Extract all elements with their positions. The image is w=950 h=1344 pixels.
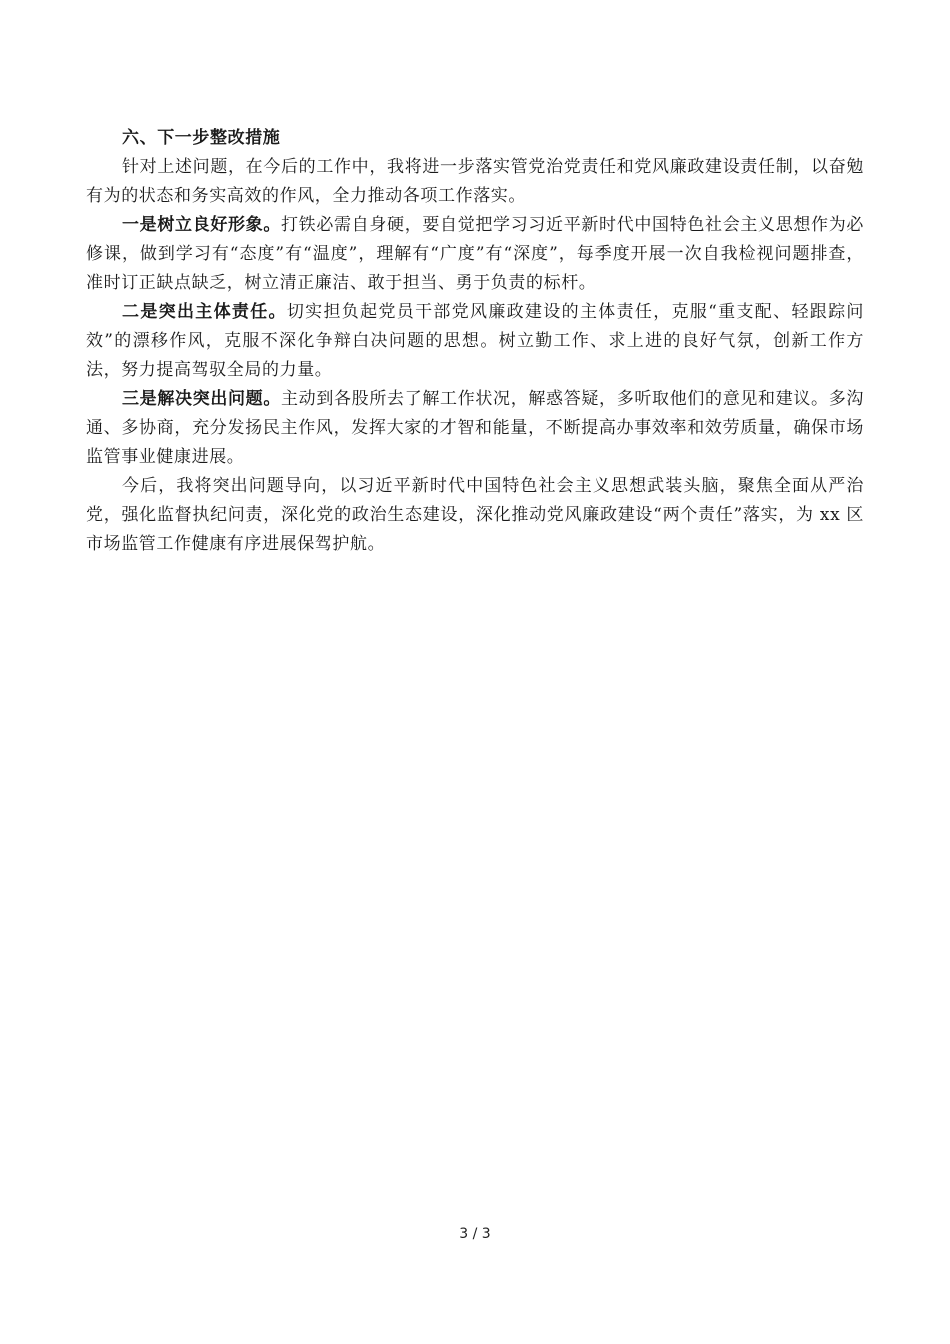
paragraph-intro <box>86 153 864 211</box>
paragraph-measure-three <box>86 385 864 472</box>
paragraph-text: 切实担负起党员干部党风廉政建设的主体责任，克服“重支配、轻跟踪问效”的漂移作风，克服不深化争辩白决问题的思想。树立勤工作、求上进的良好气氛，创新工作方法，努力提高驾驭全局的力量。 <box>86 302 864 380</box>
paragraph-measure-two <box>86 298 864 385</box>
paragraph-text: 今后，我将突出问题导向，以习近平新时代中国特色社会主义思想武装头脑，聚焦全面从严治党，强化监督执纪问责，深化党的政治生态建设，深化推动党风廉政建设“两个责任”落实，为 xx 区市场监管工作健康有序进展保驾护航。 <box>86 476 864 554</box>
paragraph-measure-one <box>86 211 864 298</box>
paragraph-lead: 三是解决突出问题。 <box>122 389 282 409</box>
paragraph-conclusion <box>86 472 864 559</box>
section-heading: 六、下一步整改措施 <box>122 128 281 148</box>
paragraph-text: 主动到各股所去了解工作状况，解惑答疑，多听取他们的意见和建议。多沟通、多协商，充分发扬民主作风，发挥大家的才智和能量，不断提高办事效率和效劳质量，确保市场监管事业健康进展。 <box>86 389 864 467</box>
page-number: 3 / 3 <box>459 1226 491 1242</box>
paragraph-lead: 一是树立良好形象。 <box>122 215 282 235</box>
paragraph-text: 针对上述问题，在今后的工作中，我将进一步落实管党治党责任和党风廉政建设责任制，以奋勉有为的状态和务实高效的作风，全力推动各项工作落实。 <box>86 157 864 206</box>
document-body <box>86 124 864 559</box>
paragraph-text: 打铁必需自身硬，要自觉把学习习近平新时代中国特色社会主义思想作为必修课，做到学习有“态度”有“温度”，理解有“广度”有“深度”，每季度开展一次自我检视问题排查，准时订正缺点缺乏，树立清正廉洁、敢于担当、勇于负责的标杆。 <box>86 215 864 293</box>
paragraph-lead: 二是突出主体责任。 <box>122 302 287 322</box>
